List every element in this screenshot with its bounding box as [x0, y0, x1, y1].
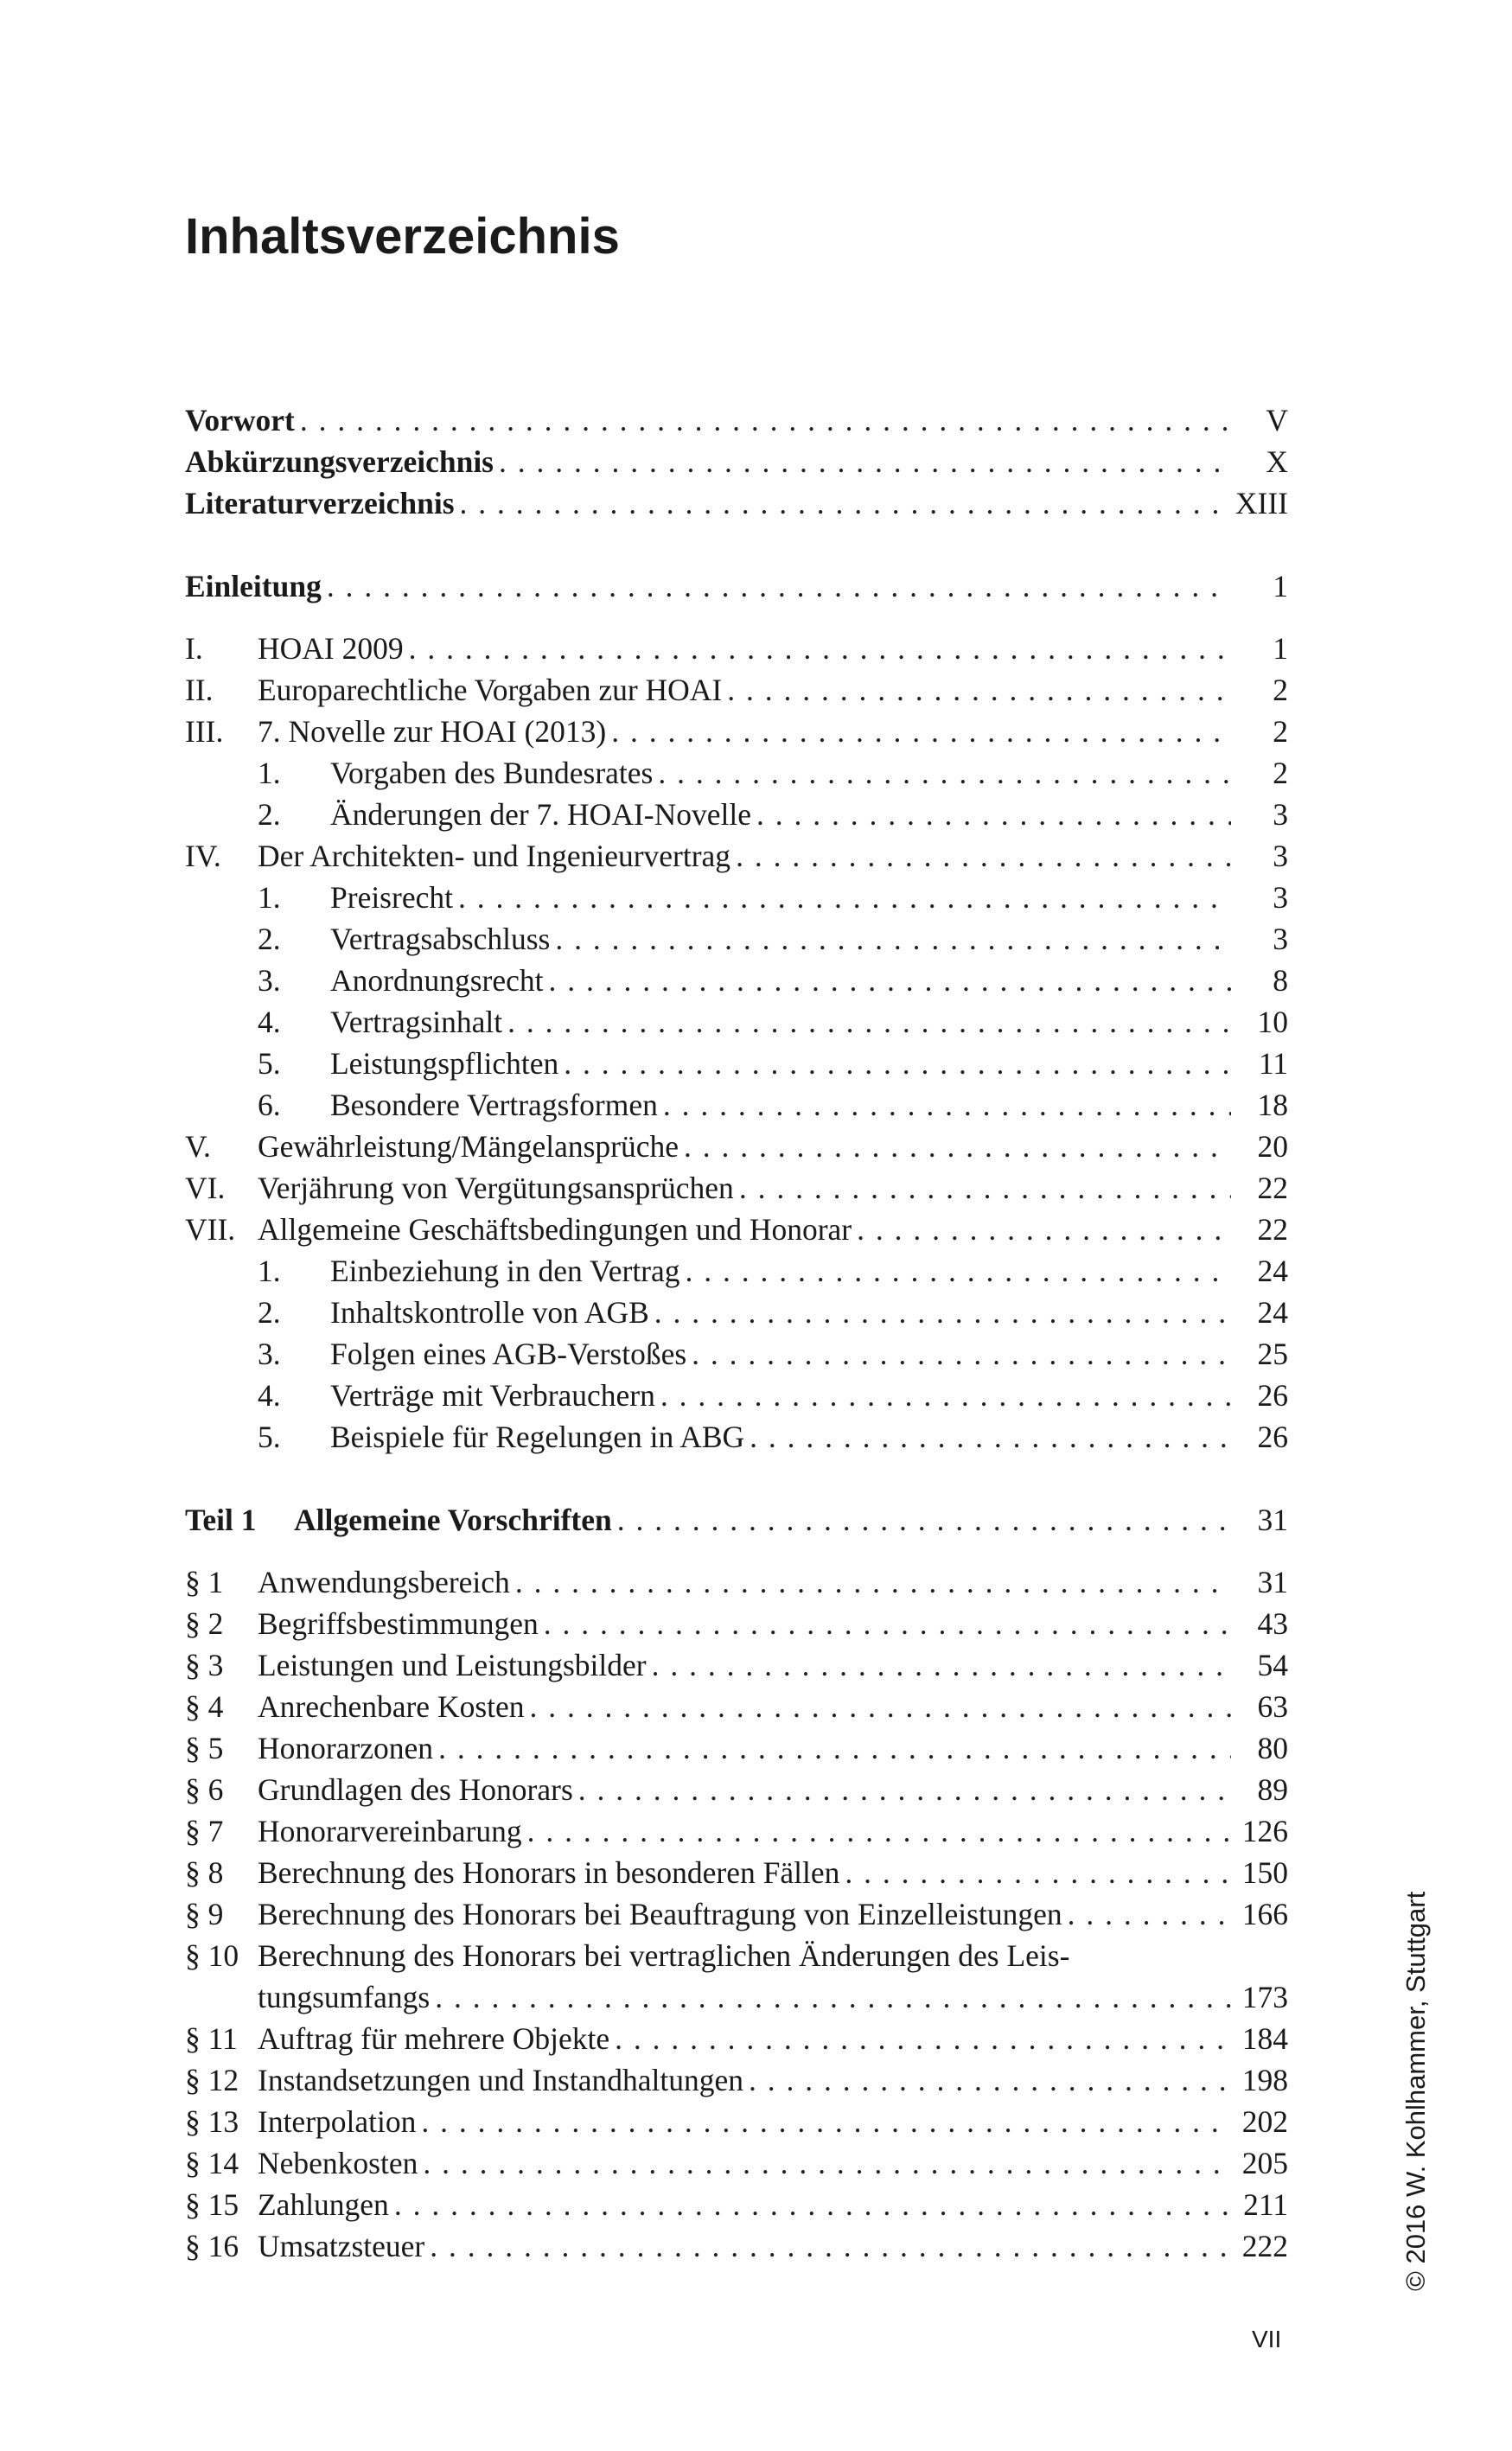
toc-entry-line	[185, 399, 1288, 441]
toc-entry-page: XIII	[1234, 486, 1288, 520]
toc-entry-line	[185, 1043, 1288, 1084]
toc-entry-number: § 4	[185, 1689, 224, 1724]
toc-entry-title: Anrechenbare Kosten	[258, 1689, 525, 1724]
toc-entry-page: 22	[1257, 1171, 1288, 1205]
toc-entry-title: Preisrecht	[330, 880, 453, 915]
dot-leader	[507, 1001, 1231, 1043]
toc-entry-page: 31	[1257, 1503, 1288, 1537]
toc-entry-title: Vorwort	[185, 403, 295, 437]
toc-entry-number: 5.	[258, 1046, 281, 1081]
toc-entry-title: Änderungen der 7. HOAI-Novelle	[330, 797, 751, 832]
toc-entry-number: § 10	[185, 1938, 239, 1973]
toc-entry	[185, 918, 1288, 960]
toc-entry	[185, 2101, 1288, 2142]
toc-entry-line	[185, 628, 1288, 669]
toc-entry	[185, 1499, 1288, 1541]
toc-entry	[185, 960, 1288, 1001]
toc-entry	[185, 1292, 1288, 1333]
toc-entry-number: § 6	[185, 1772, 224, 1807]
dot-leader	[409, 628, 1231, 669]
toc-entry-page: X	[1266, 444, 1288, 479]
toc-entry-title: Instandsetzungen und Instandhaltungen	[258, 2063, 743, 2097]
dot-leader	[527, 1810, 1231, 1852]
toc-entry-line	[185, 1561, 1288, 1603]
dot-leader	[857, 1209, 1231, 1250]
toc-entry	[185, 628, 1288, 669]
toc-entry	[185, 2225, 1288, 2267]
toc-entry	[185, 1727, 1288, 1769]
toc-entry	[185, 1686, 1288, 1727]
dot-leader	[394, 2184, 1231, 2225]
dot-leader	[727, 669, 1231, 711]
toc-entry-page: 166	[1241, 1897, 1288, 1931]
toc-entry-number: 3.	[258, 963, 281, 998]
toc-entry-title: Anwendungsbereich	[258, 1565, 510, 1599]
toc-entry	[185, 2018, 1288, 2059]
toc-entry-number: § 2	[185, 1606, 224, 1641]
dot-leader	[750, 1416, 1231, 1458]
dot-leader	[458, 877, 1231, 918]
toc-entry-page: 202	[1241, 2104, 1288, 2139]
toc-entry-page: 31	[1257, 1565, 1288, 1599]
toc-entry-page: 54	[1257, 1648, 1288, 1682]
toc-entry	[185, 1644, 1288, 1686]
toc-entry-title: Literaturverzeichnis	[185, 486, 455, 520]
toc-entry-line	[185, 1976, 1288, 2018]
toc-entry-number: § 11	[185, 2021, 238, 2056]
toc-entry-page: 18	[1257, 1088, 1288, 1122]
toc-entry	[185, 1084, 1288, 1126]
toc-entry-title-cont: tungsumfangs	[258, 1980, 431, 2014]
toc-entry-page: 126	[1241, 1814, 1288, 1848]
toc-entry-page: 26	[1257, 1378, 1288, 1413]
toc-entry-title: Einbeziehung in den Vertrag	[330, 1254, 680, 1288]
toc-entry-number: 3.	[258, 1337, 281, 1371]
toc-entry-line	[185, 752, 1288, 794]
toc-entry-line	[185, 1250, 1288, 1292]
toc-entry	[185, 1375, 1288, 1416]
toc-entry-line	[185, 2142, 1288, 2184]
toc-entry	[185, 2142, 1288, 2184]
toc-entry-title: Abkürzungsverzeichnis	[185, 444, 494, 479]
toc-entry-number: § 5	[185, 1731, 224, 1765]
toc-entry-number: III.	[185, 714, 224, 749]
dot-leader	[1068, 1893, 1231, 1935]
toc-entry	[185, 711, 1288, 752]
dot-leader	[692, 1333, 1231, 1375]
toc-entry-page: 198	[1241, 2063, 1288, 2097]
dot-leader	[548, 960, 1231, 1001]
dot-leader	[739, 1167, 1231, 1209]
toc-entry-title: Beispiele für Regelungen in ABG	[330, 1420, 745, 1454]
toc-entry-number: § 12	[185, 2063, 239, 2097]
dot-leader	[544, 1603, 1231, 1644]
toc-entry	[185, 794, 1288, 835]
toc-entry-line	[185, 1126, 1288, 1167]
page-title: Inhaltsverzeichnis	[185, 208, 620, 265]
toc-entry-title: Inhaltskontrolle von AGB	[330, 1295, 649, 1330]
toc-entry	[185, 1603, 1288, 1644]
table-of-contents	[185, 399, 1288, 2267]
toc-entry-title: Zahlungen	[258, 2187, 389, 2222]
toc-entry-line	[185, 1209, 1288, 1250]
toc-entry-title: Europarechtliche Vorgaben zur HOAI	[258, 673, 723, 707]
toc-entry-line	[185, 1001, 1288, 1043]
toc-entry-title: HOAI 2009	[258, 631, 404, 666]
toc-entry-line	[185, 1292, 1288, 1333]
toc-entry-number: § 7	[185, 1814, 224, 1848]
toc-entry-number: § 14	[185, 2146, 239, 2180]
toc-entry-number: § 16	[185, 2229, 239, 2263]
toc-entry	[185, 669, 1288, 711]
toc-entry-page: 173	[1241, 1980, 1288, 2014]
toc-entry-number: 1.	[258, 1254, 281, 1288]
toc-entry-number: § 1	[185, 1565, 224, 1599]
toc-entry-page: 2	[1273, 714, 1288, 749]
dot-leader	[615, 2018, 1231, 2059]
toc-entry-line	[185, 1852, 1288, 1893]
toc-entry-page: 80	[1257, 1731, 1288, 1765]
toc-entry	[185, 482, 1288, 524]
dot-leader	[499, 441, 1231, 482]
toc-entry	[185, 1043, 1288, 1084]
dot-leader	[327, 565, 1231, 607]
sections-list	[185, 1561, 1288, 2267]
toc-entry-line	[185, 669, 1288, 711]
dot-leader	[660, 1375, 1231, 1416]
toc-entry	[185, 1935, 1288, 2018]
toc-entry-page: 63	[1257, 1689, 1288, 1724]
toc-entry-line	[185, 1686, 1288, 1727]
toc-entry-title: Honorarzonen	[258, 1731, 434, 1765]
toc-entry	[185, 1852, 1288, 1893]
toc-entry-number: IV.	[185, 839, 221, 873]
toc-entry	[185, 1561, 1288, 1603]
toc-entry	[185, 1250, 1288, 1292]
toc-entry-line	[185, 1810, 1288, 1852]
front-matter-list	[185, 399, 1288, 524]
toc-entry-title: Besondere Vertragsformen	[330, 1088, 658, 1122]
toc-entry	[185, 1333, 1288, 1375]
einleitung-heading	[185, 565, 1288, 607]
toc-entry-number: 2.	[258, 922, 281, 956]
toc-entry-line	[185, 1935, 1069, 1976]
toc-entry-title: 7. Novelle zur HOAI (2013)	[258, 714, 607, 749]
dot-leader	[845, 1852, 1231, 1893]
toc-entry-page: 3	[1273, 922, 1288, 956]
toc-entry-page: 3	[1273, 797, 1288, 832]
toc-entry-title: Leistungen und Leistungsbilder	[258, 1648, 647, 1682]
toc-entry-number: 1.	[258, 756, 281, 790]
dot-leader	[736, 835, 1231, 877]
toc-entry-line	[185, 1333, 1288, 1375]
dot-leader	[460, 482, 1230, 524]
toc-entry	[185, 1001, 1288, 1043]
toc-entry-page: 22	[1257, 1212, 1288, 1247]
toc-entry-page: 10	[1257, 1005, 1288, 1039]
toc-entry-page: 8	[1273, 963, 1288, 998]
dot-leader	[611, 711, 1231, 752]
toc-entry-number: 6.	[258, 1088, 281, 1122]
toc-entry-page: 3	[1273, 839, 1288, 873]
toc-entry-title: Vertragsabschluss	[330, 922, 551, 956]
toc-entry-number: § 15	[185, 2187, 239, 2222]
toc-entry-number: 2.	[258, 1295, 281, 1330]
toc-entry-line	[185, 1416, 1288, 1458]
toc-entry-page: 11	[1258, 1046, 1288, 1081]
toc-entry-number: II.	[185, 673, 214, 707]
toc-entry-title: Interpolation	[258, 2104, 417, 2139]
toc-entry	[185, 1209, 1288, 1250]
toc-entry-number: § 9	[185, 1897, 224, 1931]
toc-entry-title: Verträge mit Verbrauchern	[330, 1378, 655, 1413]
dot-leader	[423, 2142, 1231, 2184]
toc-entry-number: 2.	[258, 797, 281, 832]
toc-entry-title: Nebenkosten	[258, 2146, 418, 2180]
toc-entry-line	[185, 2018, 1288, 2059]
toc-entry-line	[185, 1084, 1288, 1126]
toc-entry-line	[185, 1769, 1288, 1810]
toc-entry	[185, 752, 1288, 794]
toc-entry	[185, 441, 1288, 482]
toc-entry-number: VII.	[185, 1212, 236, 1247]
dot-leader	[438, 1727, 1231, 1769]
toc-entry	[185, 1810, 1288, 1852]
toc-entry-title: Vertragsinhalt	[330, 1005, 503, 1039]
einleitung-list	[185, 628, 1288, 1458]
dot-leader	[421, 2101, 1231, 2142]
dot-leader	[430, 2225, 1231, 2267]
toc-entry-number: Teil 1	[185, 1503, 257, 1537]
toc-entry-title: Anordnungsrecht	[330, 963, 544, 998]
toc-entry-line	[185, 441, 1288, 482]
toc-entry	[185, 565, 1288, 607]
toc-entry-line	[185, 1499, 1288, 1541]
toc-entry-number: § 8	[185, 1855, 224, 1890]
dot-leader	[684, 1126, 1231, 1167]
toc-entry-line	[185, 1167, 1288, 1209]
toc-entry-line	[185, 918, 1288, 960]
toc-entry-line	[185, 794, 1288, 835]
toc-entry-page: 150	[1241, 1855, 1288, 1890]
dot-leader	[686, 1250, 1231, 1292]
toc-entry-line	[185, 711, 1288, 752]
toc-entry-line	[185, 877, 1288, 918]
toc-entry-page: 20	[1257, 1129, 1288, 1164]
toc-entry-page: 43	[1257, 1606, 1288, 1641]
toc-entry	[185, 1416, 1288, 1458]
toc-entry-title: Umsatzsteuer	[258, 2229, 425, 2263]
toc-entry-number: 1.	[258, 880, 281, 915]
toc-entry-page: 26	[1257, 1420, 1288, 1454]
toc-entry	[185, 2059, 1288, 2101]
toc-entry-line	[185, 2225, 1288, 2267]
dot-leader	[515, 1561, 1231, 1603]
toc-entry-line	[185, 2101, 1288, 2142]
toc-entry-line	[185, 482, 1288, 524]
dot-leader	[663, 1084, 1231, 1126]
toc-entry-title: Begriffsbestimmungen	[258, 1606, 539, 1641]
toc-entry-page: 24	[1257, 1254, 1288, 1288]
toc-entry-page: 89	[1257, 1772, 1288, 1807]
copyright-notice: © 2016 W. Kohlhammer, Stuttgart	[1400, 1891, 1431, 2291]
toc-entry-title: Allgemeine Vorschriften	[294, 1503, 612, 1537]
toc-entry-page: 2	[1273, 673, 1288, 707]
toc-entry-line	[185, 1644, 1288, 1686]
toc-entry	[185, 1769, 1288, 1810]
dot-leader	[654, 1292, 1231, 1333]
toc-entry	[185, 1126, 1288, 1167]
toc-entry-line	[185, 1375, 1288, 1416]
dot-leader	[749, 2059, 1231, 2101]
dot-leader	[555, 918, 1231, 960]
toc-entry-number: I.	[185, 631, 203, 666]
toc-entry-page: 205	[1241, 2146, 1288, 2180]
dot-leader	[756, 794, 1231, 835]
toc-entry-page: 1	[1273, 631, 1288, 666]
dot-leader	[578, 1769, 1231, 1810]
toc-entry-title: Berechnung des Honorars bei Beauftragung von Einzelleistungen	[258, 1897, 1062, 1931]
toc-entry-page: 2	[1273, 756, 1288, 790]
page-number: VII	[1252, 2326, 1282, 2352]
teil1-heading	[185, 1499, 1288, 1541]
dot-leader	[658, 752, 1231, 794]
toc-entry-title: Honorarvereinbarung	[258, 1814, 522, 1848]
toc-entry-line	[185, 960, 1288, 1001]
dot-leader	[300, 399, 1231, 441]
toc-entry-page: 3	[1273, 880, 1288, 915]
toc-entry-title: Leistungspflichten	[330, 1046, 559, 1081]
dot-leader	[652, 1644, 1231, 1686]
toc-entry-number: § 3	[185, 1648, 224, 1682]
toc-entry	[185, 835, 1288, 877]
toc-entry	[185, 1167, 1288, 1209]
toc-entry-page: V	[1266, 403, 1288, 437]
toc-entry-line	[185, 2184, 1288, 2225]
toc-entry-line	[185, 1727, 1288, 1769]
dot-leader	[435, 1976, 1231, 2018]
toc-entry-page: 184	[1241, 2021, 1288, 2056]
toc-entry-title: Berechnung des Honorars in besonderen Fällen	[258, 1855, 840, 1890]
toc-entry-title: Verjährung von Vergütungsansprüchen	[258, 1171, 734, 1205]
toc-entry-line	[185, 2059, 1288, 2101]
dot-leader	[564, 1043, 1231, 1084]
toc-entry-title: Berechnung des Honorars bei vertraglichen Änderungen des Leis-	[258, 1938, 1070, 1973]
toc-entry-title: Folgen eines AGB-Verstoßes	[330, 1337, 687, 1371]
toc-entry-title: Vorgaben des Bundesrates	[330, 756, 654, 790]
toc-entry-number: VI.	[185, 1171, 226, 1205]
toc-entry-title: Einleitung	[185, 569, 322, 603]
toc-entry-number: 4.	[258, 1378, 281, 1413]
toc-entry-line	[185, 835, 1288, 877]
toc-entry-page: 25	[1257, 1337, 1288, 1371]
toc-entry-number: § 13	[185, 2104, 239, 2139]
toc-entry	[185, 2184, 1288, 2225]
toc-entry-line	[185, 1603, 1288, 1644]
toc-entry-page: 222	[1241, 2229, 1288, 2263]
toc-entry-title: Allgemeine Geschäftsbedingungen und Honorar	[258, 1212, 852, 1247]
toc-entry	[185, 399, 1288, 441]
toc-entry-number: V.	[185, 1129, 211, 1164]
toc-entry-line	[185, 1893, 1288, 1935]
toc-entry	[185, 1893, 1288, 1935]
toc-entry-title: Grundlagen des Honorars	[258, 1772, 573, 1807]
toc-entry-page: 211	[1243, 2187, 1288, 2222]
toc-entry-number: 5.	[258, 1420, 281, 1454]
dot-leader	[530, 1686, 1231, 1727]
toc-entry	[185, 877, 1288, 918]
toc-entry-line	[185, 565, 1288, 607]
toc-entry-page: 24	[1257, 1295, 1288, 1330]
toc-entry-title: Auftrag für mehrere Objekte	[258, 2021, 610, 2056]
toc-entry-title: Der Architekten- und Ingenieurvertrag	[258, 839, 731, 873]
dot-leader	[617, 1499, 1231, 1541]
toc-entry-number: 4.	[258, 1005, 281, 1039]
toc-entry-page: 1	[1273, 569, 1288, 603]
toc-entry-title: Gewährleistung/Mängelansprüche	[258, 1129, 679, 1164]
